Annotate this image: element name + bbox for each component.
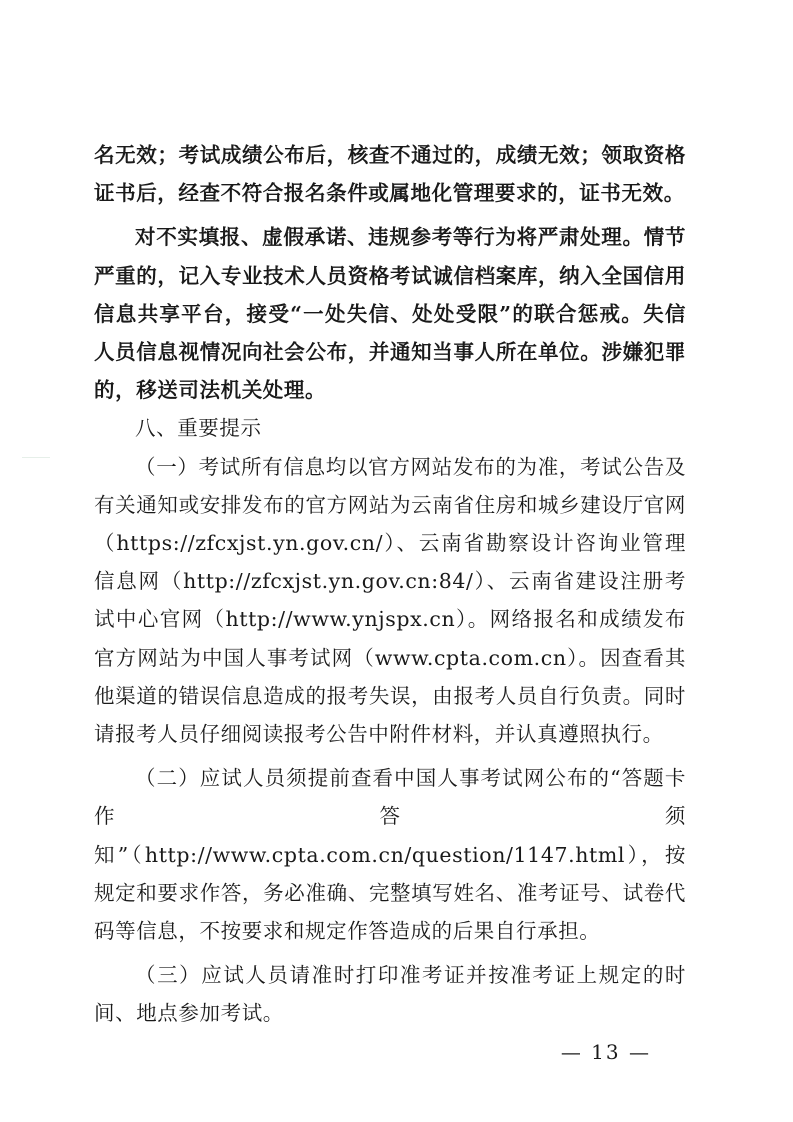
page-number: — 13 — xyxy=(560,1040,651,1064)
document-body xyxy=(94,136,686,1033)
notice-item-1: （一）考试所有信息均以官方网站发布的为准，考试公告及有关通知或安排发布的官方网站为云南省住房和城乡建设厅官网（https://zfcxjst.yn.gov.cn/）、云南省勘察设计咨询业管理信息网（http://zfcxjst.yn.gov.cn:84/）、云南省建设注册考试中心官网（http://www.ynjspx.cn）。网络报名和成绩发布官方网站为中国人事考试网（www.cpta.com.cn）。因查看其他渠道的错误信息造成的报考失误，由报考人员自行负责。同时请报考人员仔细阅读报考公告中附件材料，并认真遵照执行。 xyxy=(94,454,686,747)
notice-item-2: （二）应试人员须提前查看中国人事考试网公布的“答题卡作答须知”（http://www.cpta.com.cn/question/1147.html），按规定和要求作答，务必准确、完整填写姓名、准考证号、试卷代码等信息，不按要求和规定作答造成的后果自行承担。 xyxy=(94,766,686,944)
paragraph-penalty: 对不实填报、虚假承诺、违规参考等行为将严肃处理。情节严重的，记入专业技术人员资格考试诚信档案库，纳入全国信用信息共享平台，接受“一处失信、处处受限”的联合惩戒。失信人员信息视情况向社会公布，并通知当事人所在单位。涉嫌犯罪的，移送司法机关处理。 xyxy=(94,225,686,403)
margin-mark xyxy=(22,457,50,458)
notice-item-3: （三）应试人员请准时打印准考证并按准考证上规定的时间、地点参加考试。 xyxy=(94,963,686,1026)
section-heading-important-notes: 八、重要提示 xyxy=(135,416,262,441)
paragraph-continuation: 名无效；考试成绩公布后，核查不通过的，成绩无效；领取资格证书后，经查不符合报名条件或属地化管理要求的，证书无效。 xyxy=(94,143,686,206)
